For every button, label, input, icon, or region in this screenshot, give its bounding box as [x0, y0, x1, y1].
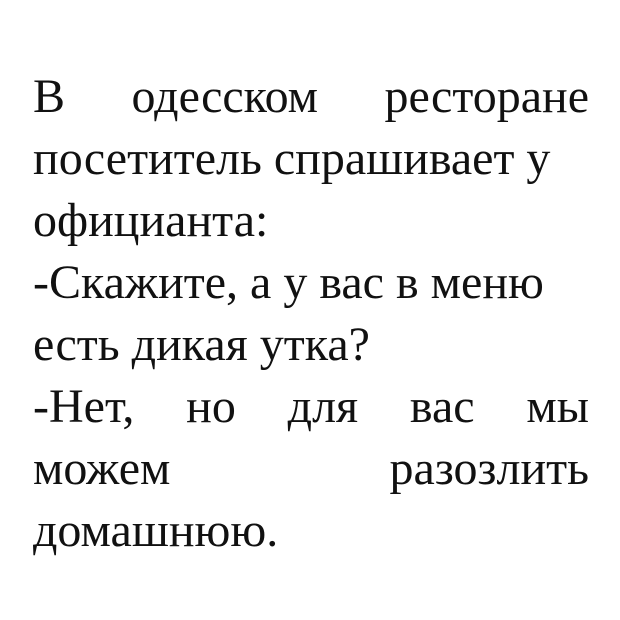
line-text: домашнюю.	[33, 504, 279, 557]
word: разозлить	[389, 442, 589, 495]
joke-line-2	[33, 128, 589, 190]
word: для	[287, 380, 359, 433]
joke-line-7	[33, 438, 589, 500]
line-text: посетитель спрашивает у	[33, 132, 551, 185]
word: вас	[409, 380, 475, 433]
joke-line-1	[33, 66, 589, 128]
word: можем	[33, 442, 171, 495]
line-text: -Скажите, а у вас в меню	[33, 256, 544, 309]
word: но	[186, 380, 236, 433]
word: мы	[526, 380, 589, 433]
joke-line-4	[33, 252, 589, 314]
line-text: есть дикая утка?	[33, 318, 370, 371]
joke-text	[33, 66, 589, 562]
line-text: официанта:	[33, 194, 269, 247]
word: В	[33, 70, 66, 123]
joke-line-8	[33, 500, 589, 562]
word: ресторане	[384, 70, 589, 123]
joke-line-3	[33, 190, 589, 252]
word: -Нет,	[33, 380, 135, 433]
joke-line-5	[33, 314, 589, 376]
joke-line-6	[33, 376, 589, 438]
word: одесском	[131, 70, 319, 123]
